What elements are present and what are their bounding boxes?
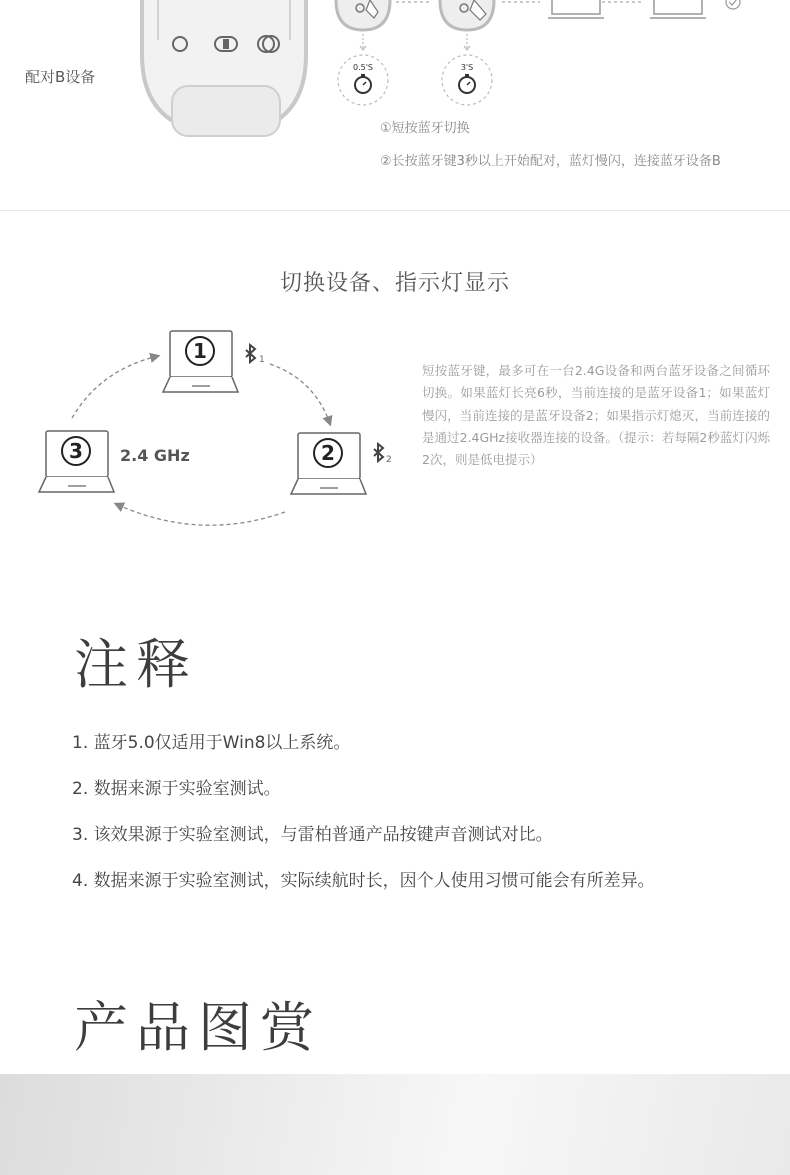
mouse-bottom-illustration <box>130 0 320 140</box>
device-3-number: 3 <box>69 439 83 463</box>
switching-description: 短按蓝牙键，最多可在一台2.4G设备和两台蓝牙设备之间循环切换。如果蓝灯长亮6秒，当前连接的是蓝牙设备1；如果蓝灯慢闪，当前连接的是蓝牙设备2；如果指示灯熄灭，当前连接的是通过2.4GHz接收器连接的设备。（提示：若每隔2秒蓝灯闪烁2次，则是低电提示） <box>422 363 770 468</box>
cycle-arrow <box>116 504 285 525</box>
device-1-sub: 1 <box>259 355 265 365</box>
device-2-sub: 2 <box>386 455 392 465</box>
device-switching-section <box>0 210 790 590</box>
note-item: 2. 数据来源于实验室测试。 <box>72 779 281 799</box>
laptop-icon <box>548 0 604 18</box>
cycle-arrow <box>270 364 330 424</box>
device-cycle-diagram <box>30 320 410 540</box>
pairing-section <box>0 0 790 211</box>
timer-long-label: 3'S <box>460 63 474 72</box>
bluetooth-icon <box>246 345 255 362</box>
hand-press-icon <box>336 0 390 30</box>
note-item: 1. 蓝牙5.0仅适用于Win8以上系统。 <box>72 733 351 753</box>
pairing-steps-illustration <box>330 0 790 110</box>
timer-short-label: 0.5'S <box>353 63 373 72</box>
device-2-number: 2 <box>321 441 335 465</box>
check-icon <box>726 0 740 9</box>
pair-device-b-label: 配对B设备 <box>25 68 96 86</box>
hand-press-icon <box>440 0 494 30</box>
device-1-number: 1 <box>193 339 207 363</box>
pairing-note-2: ②长按蓝牙键3秒以上开始配对，蓝灯慢闪，连接蓝牙设备B <box>380 154 721 169</box>
switching-title: 切换设备、指示灯显示 <box>279 271 510 296</box>
pairing-note-1: ①短按蓝牙切换 <box>380 121 470 136</box>
bluetooth-icon <box>374 444 383 461</box>
note-item: 3. 该效果源于实验室测试，与雷柏普通产品按键声音测试对比。 <box>72 825 553 845</box>
ghz-label: 2.4 GHz <box>120 446 190 465</box>
gallery-image <box>0 1074 790 1175</box>
laptop-icon <box>650 0 706 18</box>
note-item: 4. 数据来源于实验室测试，实际续航时长，因个人使用习惯可能会有所差异。 <box>72 871 655 891</box>
gallery-title: 产品图赏 <box>74 996 322 1059</box>
cycle-arrow <box>72 356 158 418</box>
notes-title: 注释 <box>74 633 198 696</box>
